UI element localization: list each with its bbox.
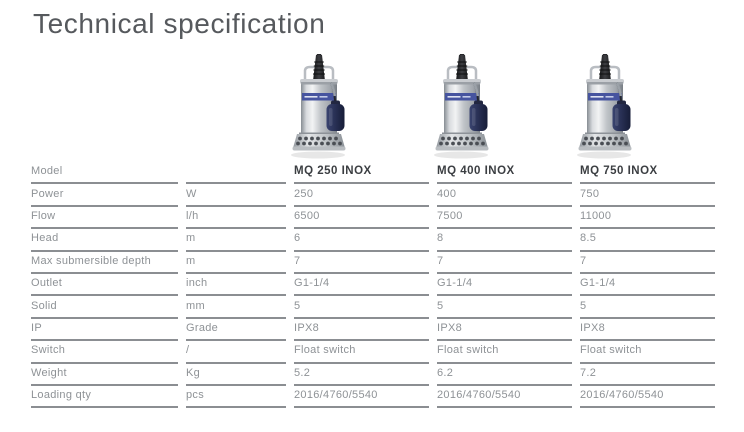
spec-unit: m — [186, 229, 286, 251]
page-title: Technical specification — [33, 8, 326, 39]
spec-value: 8.5 — [580, 229, 715, 251]
spec-value: 7 — [580, 252, 715, 274]
spec-value: 8 — [437, 229, 572, 251]
spec-label: Weight — [31, 364, 178, 386]
spec-value: 5 — [580, 296, 715, 318]
spec-label: Solid — [31, 296, 178, 318]
spec-unit: Kg — [186, 364, 286, 386]
spec-value: 7 — [437, 252, 572, 274]
spec-value: 400 — [437, 184, 572, 206]
spec-label: IP — [31, 319, 178, 341]
model-name: MQ 250 INOX — [294, 162, 429, 184]
spec-unit: inch — [186, 274, 286, 296]
spec-value: 7 — [294, 252, 429, 274]
spec-value: 5.2 — [294, 364, 429, 386]
spec-label: Head — [31, 229, 178, 251]
spec-value: G1-1/4 — [580, 274, 715, 296]
model-name: MQ 750 INOX — [580, 162, 715, 184]
spec-unit: l/h — [186, 207, 286, 229]
spec-value: 5 — [437, 296, 572, 318]
spec-value: 6 — [294, 229, 429, 251]
spec-label: Power — [31, 184, 178, 206]
spec-value: Float switch — [294, 341, 429, 363]
spec-value: 750 — [580, 184, 715, 206]
spec-label: Flow — [31, 207, 178, 229]
spec-label: Loading qty — [31, 386, 178, 408]
spec-unit: W — [186, 184, 286, 206]
spec-unit: pcs — [186, 386, 286, 408]
spec-value: 2016/4760/5540 — [437, 386, 572, 408]
pump-image — [431, 54, 493, 160]
spec-value: 6500 — [294, 207, 429, 229]
spec-unit: Grade — [186, 319, 286, 341]
spec-unit: m — [186, 252, 286, 274]
spec-unit — [186, 162, 286, 184]
spec-value: 7500 — [437, 207, 572, 229]
spec-value: 11000 — [580, 207, 715, 229]
spec-label: Model — [31, 162, 178, 184]
spec-value: Float switch — [437, 341, 572, 363]
spec-value: IPX8 — [294, 319, 429, 341]
spec-value: 6.2 — [437, 364, 572, 386]
spec-value: G1-1/4 — [437, 274, 572, 296]
spec-value: 2016/4760/5540 — [580, 386, 715, 408]
spec-unit: / — [186, 341, 286, 363]
spec-value: 2016/4760/5540 — [294, 386, 429, 408]
spec-value: G1-1/4 — [294, 274, 429, 296]
spec-value: 250 — [294, 184, 429, 206]
spec-value: Float switch — [580, 341, 715, 363]
spec-value: 7.2 — [580, 364, 715, 386]
spec-value: 5 — [294, 296, 429, 318]
spec-unit: mm — [186, 296, 286, 318]
pump-image — [288, 54, 350, 160]
spec-label: Outlet — [31, 274, 178, 296]
spec-table — [31, 162, 715, 408]
spec-label: Switch — [31, 341, 178, 363]
spec-value: IPX8 — [437, 319, 572, 341]
pump-image — [574, 54, 636, 160]
spec-label: Max submersible depth — [31, 252, 178, 274]
model-name: MQ 400 INOX — [437, 162, 572, 184]
spec-value: IPX8 — [580, 319, 715, 341]
